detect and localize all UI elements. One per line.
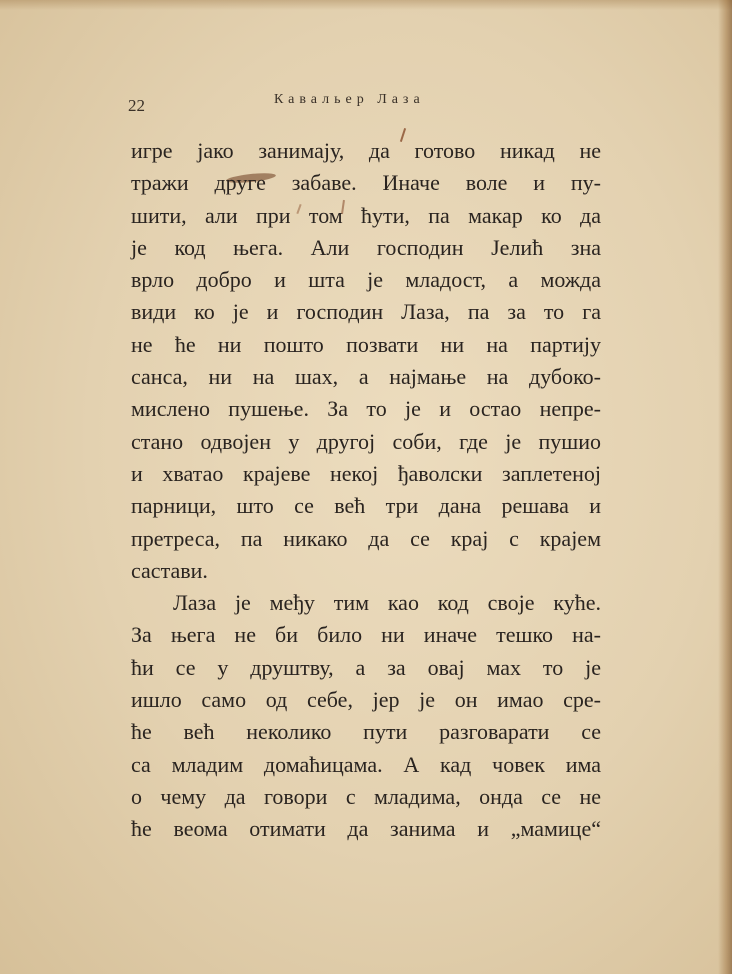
page-number: 22: [128, 96, 145, 115]
text-line: врло добро и шта је младост, а можда: [131, 267, 601, 293]
text-line: мислено пушење. За то је и остао непре-: [131, 396, 601, 422]
text-line: са младим домаћицама. А кад човек има: [131, 751, 601, 777]
text-line: ће већ неколико пути разговарати се: [131, 719, 601, 745]
page-right-edge: [718, 0, 732, 974]
text-line: и хватао крајеве некој ђаволски заплетеној: [131, 460, 601, 486]
text-line: стано одвојен у другој соби, где је пушио: [131, 428, 601, 454]
text-line: игре јако занимају, да готово никад не: [131, 138, 601, 163]
text-line: тражи друге забаве. Иначе воле и пу-: [131, 170, 601, 196]
text-line: Лаза је међу тим као код своје куће.: [173, 590, 601, 616]
text-line: не ће ни пошто позвати ни на партију: [131, 331, 601, 357]
text-line: ишло само од себе, јер је он имао сре-: [131, 687, 601, 713]
text-line: састави.: [131, 557, 208, 583]
body-text: [131, 135, 601, 846]
running-title: Кавальер Лаза: [274, 92, 425, 107]
text-line: је код њега. Али господин Јелић зна: [131, 234, 601, 260]
text-line: види ко је и господин Лаза, па за то га: [131, 299, 601, 325]
text-line: ћи се у друштву, а за овај мах то је: [131, 654, 601, 680]
text-line: За њега не би било ни иначе тешко на-: [131, 622, 601, 648]
text-line: санса, ни на шах, а најмање на дубоко-: [131, 364, 601, 390]
page-top-shadow: [0, 0, 732, 10]
text-line: претреса, па никако да се крај с крајем: [131, 525, 601, 551]
text-line: о чему да говори с младима, онда се не: [131, 783, 601, 809]
page-header: [128, 92, 598, 114]
text-line: ће веома отимати да занима и „мамице“: [131, 816, 601, 842]
text-line: парници, што се већ три дана решава и: [131, 493, 601, 519]
text-line: шити, али при том ћути, па макар ко да: [131, 202, 601, 228]
